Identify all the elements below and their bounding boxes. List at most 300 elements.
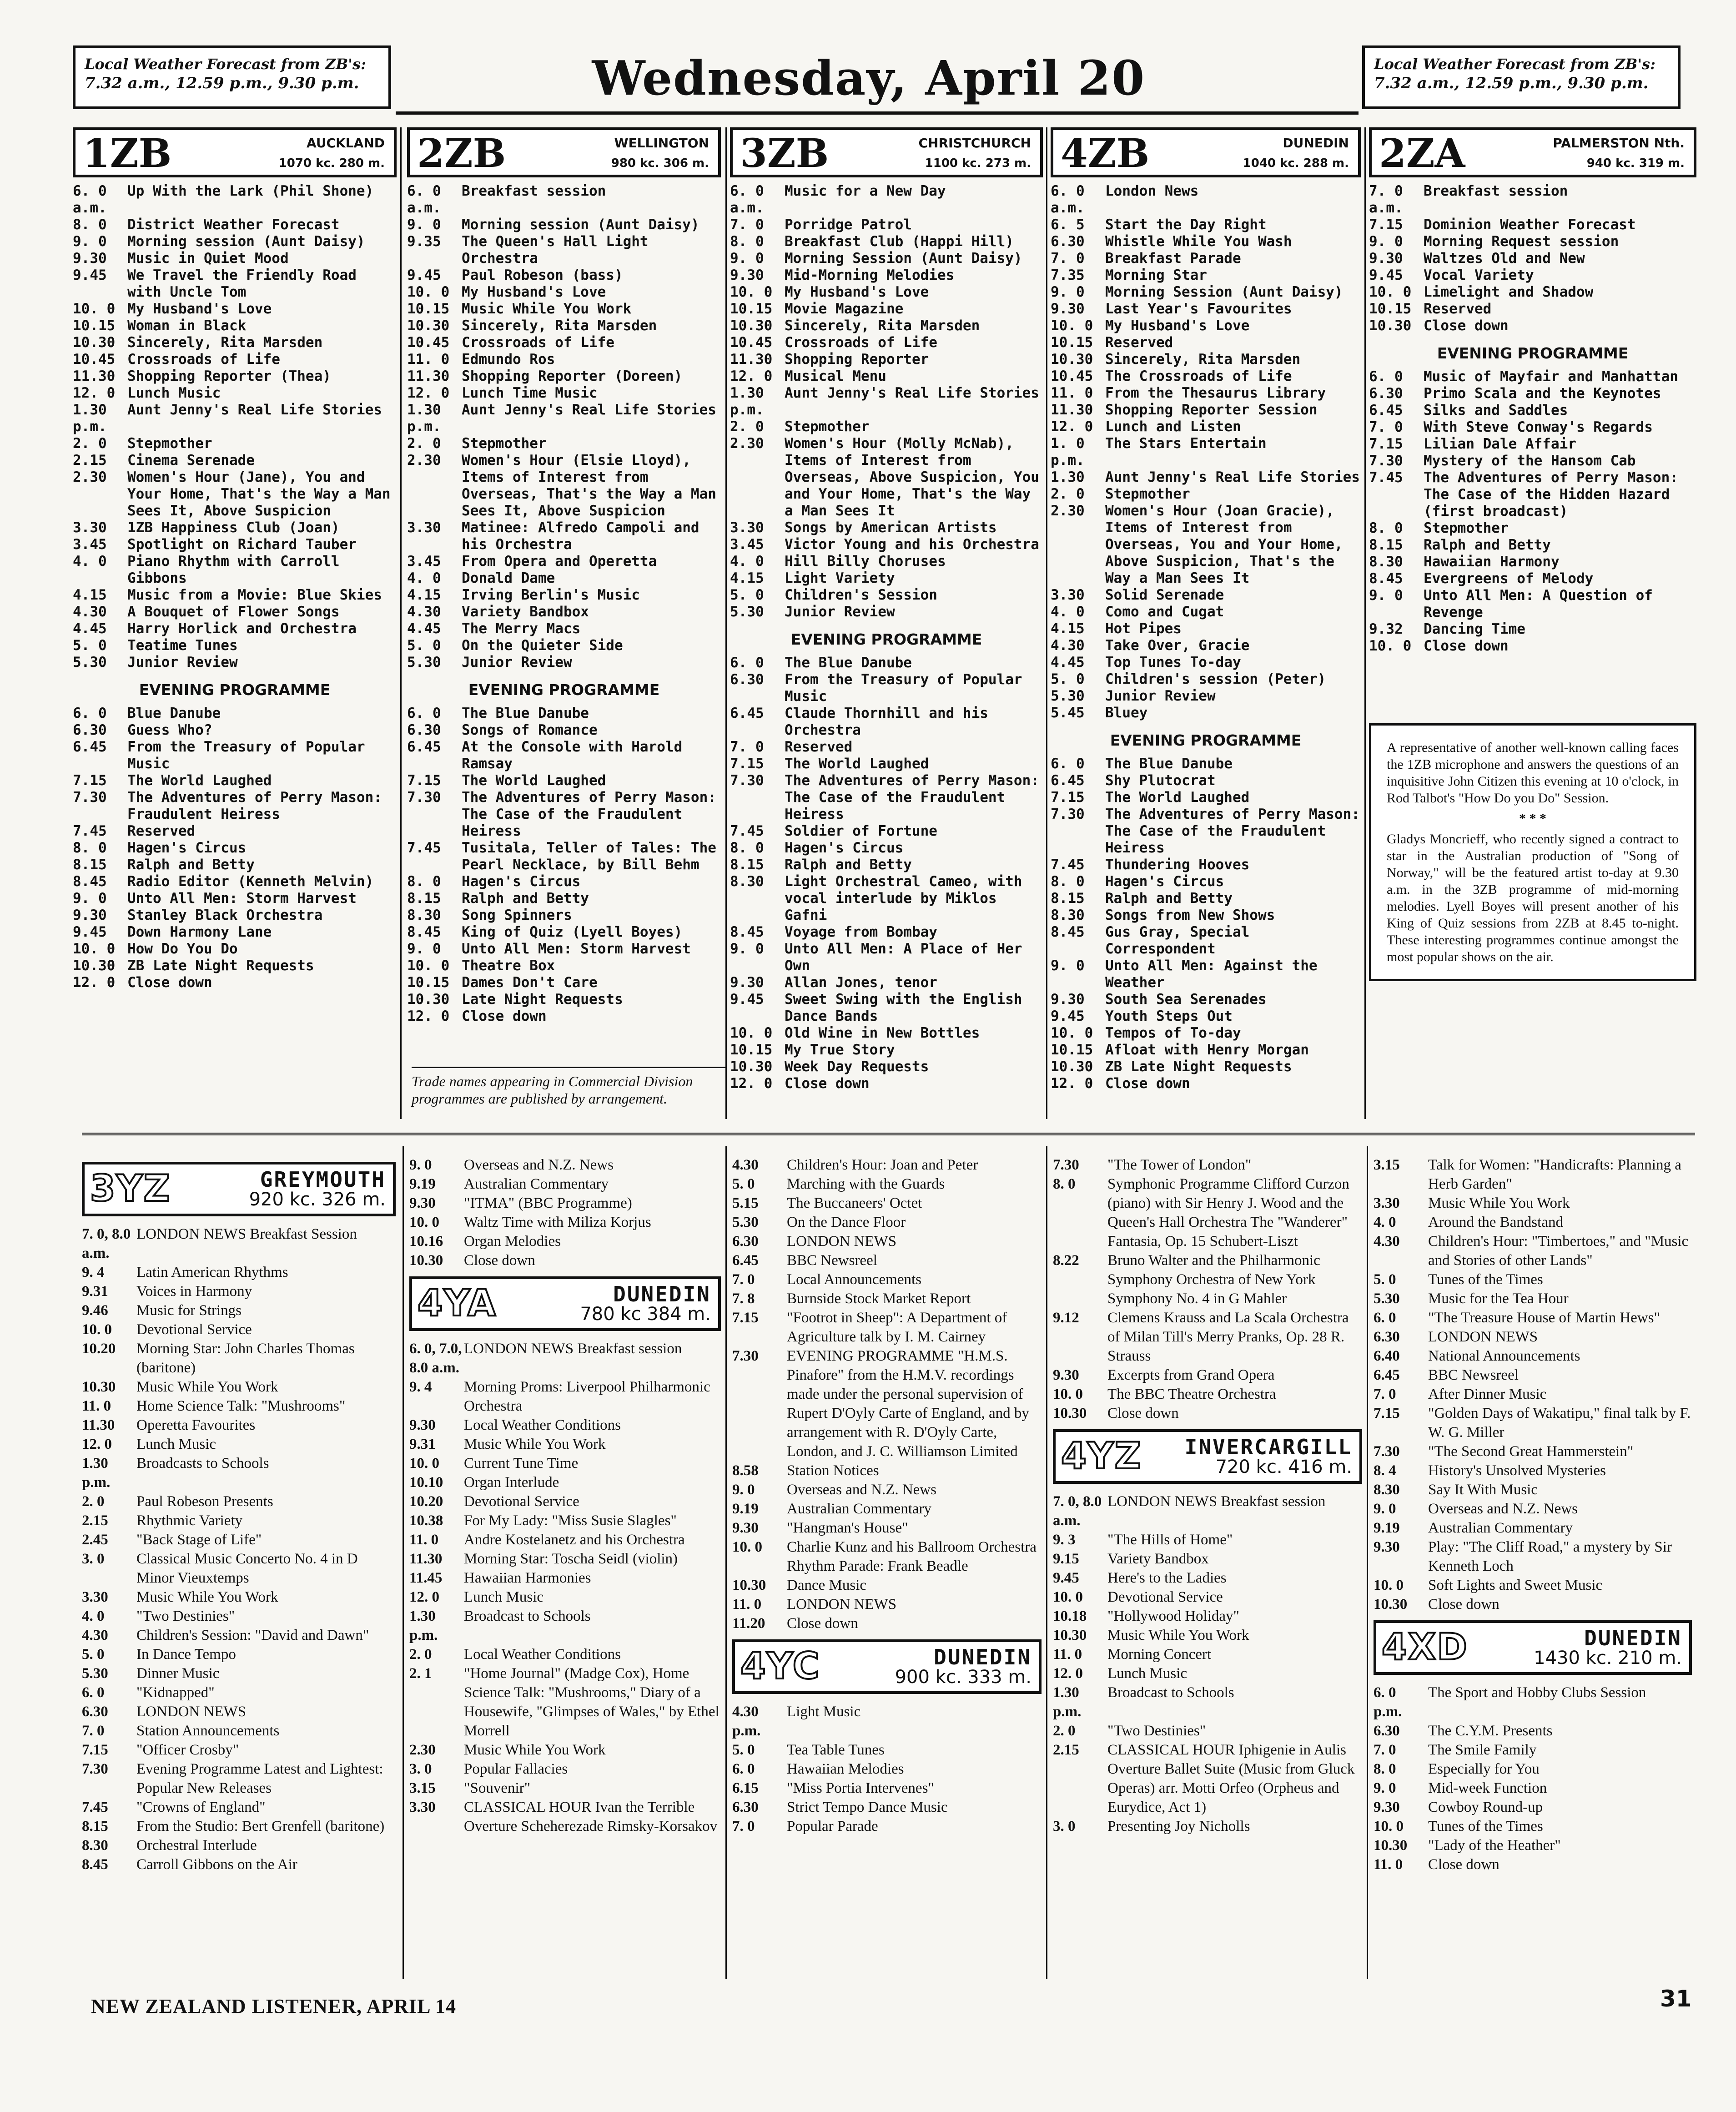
program-time: 10. 0: [407, 958, 450, 974]
program-title: Rhythmic Variety: [136, 1512, 243, 1529]
program-time: 9. 0: [1374, 1501, 1396, 1517]
program-time: 2.15: [73, 452, 107, 469]
program-row: [730, 318, 1043, 334]
program-title: Blue Danube: [127, 705, 221, 721]
program-row: [407, 385, 721, 402]
program-row: [409, 1549, 721, 1568]
program-time: 5.30: [732, 1214, 759, 1230]
program-title: Local Weather Conditions: [464, 1646, 621, 1663]
program-row: [409, 1194, 721, 1213]
program-time: 2.30: [407, 452, 441, 469]
program-title: Irving Berlin's Music: [462, 587, 640, 603]
publication-footer: NEW ZEALAND LISTENER, APRIL 14: [91, 1995, 457, 2017]
program-title: Music While You Work: [1428, 1195, 1570, 1211]
program-title: Close down: [127, 974, 212, 991]
program-title: Gus Gray, Special Correspondent: [1105, 924, 1250, 957]
program-row: [730, 604, 1043, 620]
program-title: "The Second Great Hammerstein": [1428, 1443, 1634, 1460]
program-time: 11.30: [730, 351, 773, 368]
program-title: The Adventures of Perry Mason: The Case of the Fraudulent Heiress: [785, 772, 1039, 822]
program-time: 6.30: [407, 722, 441, 738]
program-title: Paul Robeson Presents: [136, 1493, 273, 1510]
program-time: 3.30: [730, 519, 764, 536]
program-title: Bluey: [1105, 705, 1148, 721]
program-time: 2.30: [1051, 503, 1085, 519]
program-time: 11.30: [73, 368, 116, 384]
program-row: [73, 435, 397, 452]
program-row: [1369, 250, 1696, 267]
program-row: [1051, 688, 1361, 705]
weather-forecast-box-left: [73, 45, 391, 109]
program-time: 7.45: [73, 823, 107, 839]
program-row: [730, 183, 1043, 217]
program-title: "Officer Crosby": [136, 1742, 239, 1758]
program-title: BBC Newsreel: [1428, 1367, 1519, 1383]
program-row: [407, 705, 721, 722]
program-title: Take Over, Gracie: [1105, 637, 1250, 654]
program-row: [407, 789, 721, 840]
program-title: Reserved: [1424, 301, 1492, 317]
station-call-sign: 2ZB: [417, 131, 506, 176]
program-row: [732, 1480, 1042, 1499]
program-title: We Travel the Friendly Road with Uncle Tom: [127, 267, 357, 300]
program-time: 7. 0: [732, 1271, 755, 1288]
program-title: The Blue Danube: [1105, 756, 1233, 772]
program-time: 8.22: [1053, 1252, 1079, 1269]
bottom-column-4: [1053, 1155, 1362, 1988]
program-row: [1374, 1155, 1692, 1194]
program-title: Music While You Work: [464, 1436, 606, 1452]
program-title: Porridge Patrol: [785, 217, 912, 233]
station-logo: [1053, 1429, 1362, 1484]
program-time: 2.45: [82, 1532, 108, 1548]
program-title: Symphonic Programme Clifford Curzon (piano) with Sir Henry J. Wood and the Queen's Hall Orchestra The "Wanderer" Fantasia, Op. 15 Schubert-Liszt: [1107, 1176, 1349, 1250]
program-row: [409, 1759, 721, 1779]
program-row: [730, 435, 1043, 519]
program-row: [1053, 1174, 1362, 1251]
evening-programme-heading: EVENING PROGRAMME: [790, 630, 982, 648]
program-row: [730, 267, 1043, 284]
program-title: Hagen's Circus: [462, 873, 581, 890]
program-time: 7. 0: [82, 1723, 105, 1739]
program-row: [1051, 857, 1361, 873]
program-row: [1369, 520, 1696, 537]
program-time: 11. 0: [732, 1596, 762, 1613]
program-title: LONDON NEWS: [1428, 1329, 1538, 1345]
program-row: [73, 183, 397, 217]
program-title: Close down: [464, 1252, 535, 1269]
program-title: The Smile Family: [1428, 1742, 1537, 1758]
program-row: [1374, 1289, 1692, 1308]
program-row: [1051, 637, 1361, 654]
program-title: In Dance Tempo: [136, 1646, 236, 1663]
program-row: [1051, 958, 1361, 991]
program-row: [407, 772, 721, 789]
program-time: 6. 5: [1051, 217, 1085, 233]
program-time: 2.30: [730, 435, 764, 452]
program-title: Stepmother: [1424, 520, 1509, 536]
program-row: [1374, 1817, 1692, 1836]
program-title: Shopping Reporter (Doreen): [462, 368, 683, 384]
program-row: [82, 1530, 396, 1549]
weather-line-2: 7.32 a.m., 12.59 p.m., 9.30 p.m.: [85, 74, 359, 92]
bottom-column-2: [409, 1155, 721, 1988]
program-row: [1374, 1779, 1692, 1798]
program-title: At the Console with Harold Ramsay: [462, 739, 683, 772]
program-row: [1374, 1385, 1692, 1404]
program-time: 6.30: [730, 671, 764, 688]
program-title: Unto All Men: A Question of Revenge: [1424, 587, 1653, 620]
program-title: Morning session (Aunt Daisy): [462, 217, 699, 233]
program-title: Variety Bandbox: [1107, 1551, 1209, 1567]
program-title: Reserved: [785, 739, 853, 755]
program-time: 7.45: [1051, 857, 1085, 873]
program-row: [730, 385, 1043, 418]
program-title: The Crossroads of Life: [1105, 368, 1292, 384]
program-time: 10.15: [73, 318, 116, 334]
program-time: 9. 0: [732, 1482, 755, 1498]
program-time: 9.15: [1053, 1551, 1079, 1567]
program-time: 10.45: [1051, 368, 1093, 384]
program-row: [1053, 1740, 1362, 1817]
program-title: Theatre Box: [462, 958, 555, 974]
program-title: Excerpts from Grand Opera: [1107, 1367, 1275, 1383]
program-title: Week Day Requests: [785, 1059, 929, 1075]
program-title: "ITMA" (BBC Programme): [464, 1195, 632, 1211]
program-time: 1.30 p.m.: [730, 385, 764, 418]
program-time: 2. 1: [409, 1665, 432, 1682]
program-title: The Adventures of Perry Mason: The Case of the Fraudulent Heiress: [1105, 806, 1360, 856]
program-row: [1053, 1155, 1362, 1174]
program-row: [73, 772, 397, 789]
program-time: 11.30: [409, 1551, 443, 1567]
program-time: 7.15: [73, 772, 107, 789]
station-call-sign: 4ZB: [1061, 131, 1150, 176]
program-title: Crossroads of Life: [127, 351, 280, 368]
program-title: Music While You Work: [462, 301, 632, 317]
station-logo: [409, 1276, 721, 1331]
program-row: [73, 553, 397, 587]
program-row: [409, 1492, 721, 1511]
program-title: Aunt Jenny's Real Life Stories: [1105, 469, 1360, 485]
program-title: Crossroads of Life: [462, 334, 614, 351]
program-title: Victor Young and his Orchestra: [785, 536, 1039, 553]
program-row: [730, 671, 1043, 705]
program-row: [1051, 907, 1361, 924]
program-title: CLASSICAL HOUR Iphigenie in Aulis Overture Ballet Suite (Music from Gluck Operas) arr. Motti Orfeo (Orpheus and Eurydice, Act 1): [1107, 1742, 1355, 1815]
program-title: Start the Day Right: [1105, 217, 1267, 233]
program-row: [409, 1645, 721, 1664]
program-time: 9.30: [73, 250, 107, 267]
program-title: "The Treasure House of Martin Hews": [1428, 1310, 1660, 1326]
program-time: 3.45: [730, 536, 764, 553]
program-time: 9.45: [730, 991, 764, 1008]
program-title: "Lady of the Heather": [1428, 1837, 1561, 1854]
program-row: [82, 1817, 396, 1836]
program-time: 6. 0: [1369, 368, 1403, 385]
station-frequency: 900 kc. 333 m.: [895, 1667, 1032, 1688]
program-row: [73, 402, 397, 435]
program-time: 7.15: [82, 1742, 108, 1758]
program-row: [732, 1537, 1042, 1576]
program-title: Sincerely, Rita Marsden: [462, 318, 657, 334]
program-row: [1053, 1251, 1362, 1308]
program-title: Stanley Black Orchestra: [127, 907, 323, 923]
program-time: 6.30: [1369, 385, 1403, 402]
program-title: Dominion Weather Forecast: [1424, 217, 1636, 233]
program-title: Music While You Work: [464, 1742, 606, 1758]
program-row: [73, 233, 397, 250]
program-title: Children's Session: [785, 587, 937, 603]
program-title: Popular Parade: [787, 1818, 878, 1835]
program-title: King of Quiz (Lyell Boyes): [462, 924, 683, 940]
program-time: 2.15: [82, 1512, 108, 1529]
program-row: [73, 604, 397, 620]
program-time: 2. 0: [1051, 486, 1085, 502]
program-time: 5.30: [73, 654, 107, 670]
program-title: Morning Session (Aunt Daisy): [785, 250, 1022, 267]
program-row: [1051, 250, 1361, 267]
page-title: Wednesday, April 20: [592, 50, 1146, 106]
program-time: 6. 0: [73, 705, 107, 721]
program-row: [732, 1518, 1042, 1537]
program-time: 8. 0: [1053, 1176, 1076, 1192]
program-title: Light Music: [787, 1704, 861, 1720]
program-title: CLASSICAL HOUR Ivan the Terrible Overture Scheherezade Rimsky-Korsakov: [464, 1799, 718, 1835]
program-title: Ralph and Betty: [1424, 537, 1551, 553]
program-row: [732, 1194, 1042, 1213]
program-title: Unto All Men: A Place of Her Own: [785, 941, 1022, 974]
program-title: Andre Kostelanetz and his Orchestra: [464, 1532, 685, 1548]
program-time: 1. 0 p.m.: [1051, 435, 1085, 469]
program-title: Operetta Favourites: [136, 1417, 256, 1433]
program-title: Morning Request session: [1424, 233, 1619, 250]
program-time: 10. 0: [1374, 1577, 1404, 1593]
program-title: Marching with the Guards: [787, 1176, 945, 1192]
program-row: [1374, 1683, 1692, 1721]
program-time: 10.30: [730, 318, 773, 334]
program-time: 4.15: [407, 587, 441, 603]
program-time: 6.30: [1051, 233, 1085, 250]
program-time: 9.45: [73, 267, 107, 283]
program-time: 9. 0: [730, 250, 764, 267]
program-time: 4.45: [407, 620, 441, 637]
program-row: [1051, 267, 1361, 284]
program-time: 4. 0: [1051, 604, 1085, 620]
program-row: [82, 1607, 396, 1626]
program-row: [732, 1461, 1042, 1480]
program-row: [73, 941, 397, 958]
program-row: [73, 536, 397, 553]
program-row: [407, 233, 721, 267]
program-row: [1374, 1194, 1692, 1213]
program-time: 12. 0: [409, 1589, 439, 1605]
column-divider: [1046, 127, 1047, 1119]
program-title: Song Spinners: [462, 907, 572, 923]
program-time: 9.31: [409, 1436, 436, 1452]
program-row: [409, 1232, 721, 1251]
program-time: 7. 0: [730, 217, 764, 233]
program-title: The Adventures of Perry Mason: The Case of the Hidden Hazard (first broadcast): [1424, 469, 1678, 519]
program-row: [82, 1798, 396, 1817]
program-time: 3.30: [1374, 1195, 1400, 1211]
station-frequency: 720 kc. 416 m.: [1215, 1457, 1352, 1477]
program-time: 5. 0: [732, 1742, 755, 1758]
program-time: 10.30: [407, 318, 450, 334]
program-title: Guess Who?: [127, 722, 212, 738]
column-divider: [725, 127, 727, 1119]
program-row: [1051, 671, 1361, 688]
program-title: The Queen's Hall Light Orchestra: [462, 233, 649, 267]
program-title: Old Wine in New Bottles: [785, 1025, 980, 1041]
program-title: Latin American Rhythms: [136, 1264, 288, 1280]
program-time: 7.30: [732, 1348, 759, 1364]
program-title: Light Orchestral Cameo, with vocal interlude by Miklos Gafni: [785, 873, 1022, 923]
program-time: 6. 0 p.m.: [1374, 1684, 1402, 1720]
program-title: Solid Serenade: [1105, 587, 1224, 603]
program-time: 9.30: [1374, 1799, 1400, 1815]
program-time: 10.16: [409, 1233, 443, 1250]
program-title: Paul Robeson (bass): [462, 267, 623, 283]
program-time: 6.30: [1374, 1329, 1400, 1345]
program-time: 10.30: [73, 334, 116, 351]
program-time: 5.30: [82, 1665, 108, 1682]
program-time: 3.30: [82, 1589, 108, 1605]
program-row: [73, 924, 397, 941]
program-time: 7. 8: [732, 1290, 755, 1307]
program-row: [407, 620, 721, 637]
program-row: [409, 1607, 721, 1645]
program-title: ZB Late Night Requests: [127, 958, 314, 974]
program-time: 8.45: [1051, 924, 1085, 940]
program-time: 8. 4: [1374, 1462, 1396, 1479]
program-title: Strict Tempo Dance Music: [787, 1799, 948, 1815]
program-row: [82, 1588, 396, 1607]
program-title: "The Tower of London": [1107, 1157, 1252, 1173]
note-paragraph-2: Gladys Moncrieff, who recently signed a contract to star in the Australian production of "Song of Norway," will be the featured artist to-day at 9.30 a.m. in the 3ZB programme of mid-morning melodies. Lyell Boyes will present another of his King of Quiz sessions from 2ZB at 8.45 to-night. These interesting programmes continue amongst the most popular shows on the air.: [1387, 832, 1679, 964]
program-row: [82, 1492, 396, 1511]
program-time: 6. 0: [1051, 756, 1085, 772]
program-time: 7. 0, 8.0 a.m.: [1053, 1493, 1102, 1529]
program-title: Current Tune Time: [464, 1455, 579, 1472]
program-time: 9.12: [1053, 1310, 1079, 1326]
program-title: Bruno Walter and the Philharmonic Symphony Orchestra of New York Symphony No. 4 in G Mahler: [1107, 1252, 1320, 1307]
program-time: 9.45: [407, 267, 441, 283]
program-title: Broadcast to Schools: [464, 1608, 591, 1624]
program-title: LONDON NEWS: [787, 1233, 897, 1250]
program-row: [73, 958, 397, 974]
program-time: 10.20: [409, 1493, 443, 1510]
program-row: [73, 250, 397, 267]
program-row: [1369, 638, 1696, 655]
program-title: Shopping Reporter Session: [1105, 402, 1318, 418]
program-row: [1374, 1480, 1692, 1499]
program-title: Play: "The Cliff Road," a mystery by Sir Kenneth Loch: [1428, 1539, 1672, 1574]
program-time: 2.30: [409, 1742, 436, 1758]
program-row: [1053, 1645, 1362, 1664]
program-row: [82, 1225, 396, 1263]
station-call-sign: 4YZ: [1061, 1435, 1142, 1477]
station-logo: [732, 1639, 1042, 1694]
program-time: 9.30: [409, 1195, 436, 1211]
program-time: 4.45: [1051, 654, 1085, 670]
station-column-3zb: [730, 127, 1043, 1105]
program-row: [730, 334, 1043, 351]
weather-line-1: Local Weather Forecast from ZB's:: [1374, 55, 1655, 73]
program-title: My Husband's Love: [462, 284, 606, 300]
program-title: Broadcasts to Schools: [136, 1455, 269, 1472]
program-time: 11. 0: [409, 1532, 439, 1548]
program-title: Close down: [1424, 638, 1509, 654]
program-title: Primo Scala and the Keynotes: [1424, 385, 1661, 402]
station-column-1zb: [73, 127, 397, 1105]
program-row: [730, 873, 1043, 924]
program-title: Matinee: Alfredo Campoli and his Orchestra: [462, 519, 699, 553]
program-row: [730, 823, 1043, 840]
station-frequency: 1430 kc. 210 m.: [1534, 1648, 1682, 1668]
program-time: 11.30: [1051, 402, 1093, 418]
program-title: Home Science Talk: "Mushrooms": [136, 1398, 346, 1414]
program-row: [1051, 1075, 1361, 1092]
program-row: [1374, 1499, 1692, 1518]
program-title: My Husband's Love: [785, 284, 929, 300]
program-time: 1.30 p.m.: [1053, 1684, 1082, 1720]
program-row: [730, 974, 1043, 991]
program-time: 7.45: [1369, 469, 1403, 486]
program-time: 12. 0: [1051, 1075, 1093, 1092]
program-time: 7.15: [1369, 436, 1403, 452]
program-title: Reserved: [127, 823, 196, 839]
station-header: [730, 127, 1043, 177]
station-call-sign: 2ZA: [1379, 131, 1465, 176]
program-title: Australian Commentary: [1428, 1520, 1573, 1536]
program-row: [1051, 789, 1361, 806]
program-time: 2.15: [1053, 1742, 1079, 1758]
program-title: Hawaiian Harmonies: [464, 1570, 591, 1586]
program-row: [407, 570, 721, 587]
program-row: [1374, 1404, 1692, 1442]
program-row: [73, 974, 397, 991]
program-title: Junior Review: [127, 654, 238, 670]
program-time: 12. 0: [73, 385, 116, 401]
program-title: Waltz Time with Miliza Korjus: [464, 1214, 651, 1230]
program-title: The World Laughed: [462, 772, 606, 789]
program-row: [1369, 621, 1696, 638]
program-time: 1.30 p.m.: [407, 402, 441, 435]
program-row: [82, 1511, 396, 1530]
program-title: Stepmother: [127, 435, 212, 452]
station-call-sign: 3YZ: [90, 1167, 171, 1210]
program-row: [1053, 1385, 1362, 1404]
program-title: Woman in Black: [127, 318, 247, 334]
program-time: 5.30: [730, 604, 764, 620]
program-row: [1051, 1059, 1361, 1075]
program-time: 10.30: [1374, 1596, 1408, 1613]
program-row: [409, 1588, 721, 1607]
program-row: [1053, 1530, 1362, 1549]
program-title: ZB Late Night Requests: [1105, 1059, 1292, 1075]
program-row: [1051, 368, 1361, 385]
program-row: [1051, 503, 1361, 587]
program-time: 8.30: [407, 907, 441, 923]
program-title: Children's Session: "David and Dawn": [136, 1627, 369, 1643]
program-title: Ralph and Betty: [462, 890, 589, 907]
program-title: Hill Billy Choruses: [785, 553, 946, 570]
program-time: 5.30: [407, 654, 441, 670]
station-city: DUNEDIN: [613, 1282, 711, 1306]
program-time: 9. 4: [409, 1379, 432, 1395]
program-title: Junior Review: [1105, 688, 1216, 704]
